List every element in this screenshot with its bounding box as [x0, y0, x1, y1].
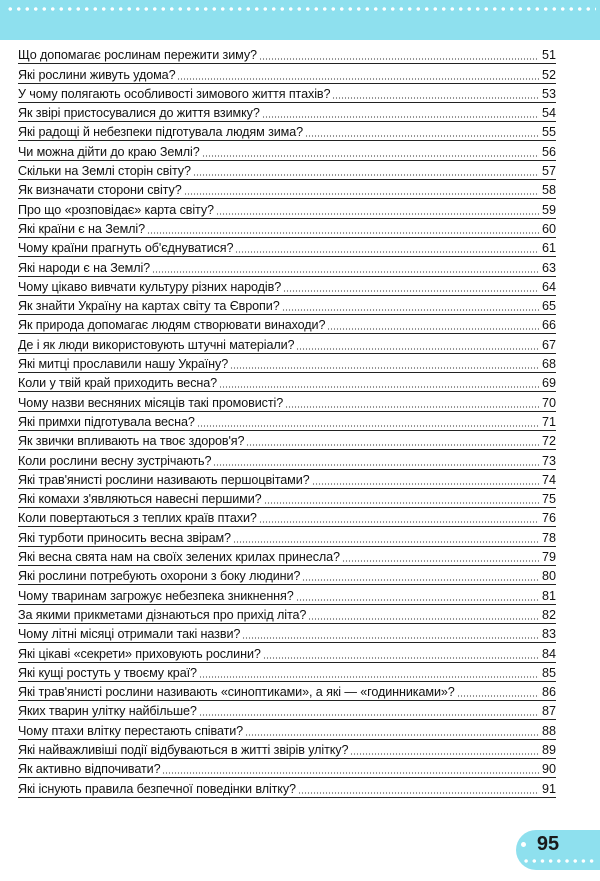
dotted-leader: [230, 367, 539, 369]
toc-entry[interactable]: [18, 180, 556, 199]
toc-entry-page: 71: [541, 414, 556, 429]
dotted-leader: [245, 734, 539, 736]
toc-entry-page: 58: [541, 183, 556, 198]
toc-entry-title: Як звірі пристосувалися до життя взимку?: [18, 106, 260, 121]
toc-entry-title: Які найважливіші події відбуваються в житті звірів улітку?: [18, 742, 349, 757]
toc-entry[interactable]: [18, 566, 556, 585]
toc-entry-title: Які країни є на Землі?: [18, 221, 146, 236]
toc-entry[interactable]: [18, 740, 556, 759]
toc-entry[interactable]: [18, 624, 556, 643]
toc-entry-title: Чи можна дійти до краю Землі?: [18, 144, 200, 159]
dotted-leader: [202, 155, 539, 157]
toc-entry[interactable]: [18, 605, 556, 624]
toc-entry[interactable]: [18, 64, 556, 83]
toc-entry-title: Які радощі й небезпеки підготувала людям зима?: [18, 125, 304, 140]
toc-entry[interactable]: [18, 238, 556, 257]
toc-entry[interactable]: [18, 701, 556, 720]
dotted-leader: [262, 116, 539, 118]
dotted-leader: [350, 753, 539, 755]
toc-entry-title: У чому полягають особливості зимового життя птахів?: [18, 86, 331, 101]
dotted-leader: [305, 135, 539, 137]
toc-entry[interactable]: [18, 315, 556, 334]
toc-entry-title: Які весна свята нам на своїх зелених крилах принесла?: [18, 550, 340, 565]
toc-entry[interactable]: [18, 508, 556, 527]
toc-entry[interactable]: [18, 450, 556, 469]
toc-entry-title: Скільки на Землі сторін світу?: [18, 164, 191, 179]
toc-entry-page: 90: [541, 762, 556, 777]
toc-entry[interactable]: [18, 199, 556, 218]
dotted-leader: [162, 772, 539, 774]
toc-entry-title: Чому птахи влітку перестають співати?: [18, 723, 244, 738]
toc-entry-page: 79: [541, 550, 556, 565]
toc-entry[interactable]: [18, 122, 556, 141]
toc-entry[interactable]: [18, 527, 556, 546]
toc-entry[interactable]: [18, 45, 556, 64]
dotted-leader: [457, 695, 539, 697]
dotted-leader: [308, 618, 539, 620]
toc-entry-page: 75: [541, 492, 556, 507]
toc-entry-title: Яких тварин улітку найбільше?: [18, 704, 197, 719]
dotted-leader: [327, 328, 539, 330]
dotted-leader: [264, 502, 539, 504]
toc-entry[interactable]: [18, 412, 556, 431]
dotted-leader: [285, 406, 539, 408]
toc-entry[interactable]: [18, 277, 556, 296]
toc-entry-title: Які кущі ростуть у твоєму краї?: [18, 665, 197, 680]
dotted-leader: [342, 560, 539, 562]
toc-entry-title: Чому країни прагнуть об'єднуватися?: [18, 241, 234, 256]
toc-entry-title: Коли рослини весну зустрічають?: [18, 453, 212, 468]
toc-entry-title: Які турботи приносить весна звірам?: [18, 530, 231, 545]
badge-dotted-border: [522, 858, 596, 864]
toc-entry[interactable]: [18, 585, 556, 604]
toc-entry-title: Які комахи з'являються навесні першими?: [18, 492, 262, 507]
dotted-leader: [259, 521, 539, 523]
badge-dot: [521, 842, 526, 847]
toc-entry-title: Де і як люди використовують штучні матеріали?: [18, 337, 295, 352]
toc-entry[interactable]: [18, 470, 556, 489]
toc-entry-page: 57: [541, 164, 556, 179]
toc-entry-title: Про що «розповідає» карта світу?: [18, 202, 214, 217]
toc-entry-page: 89: [541, 742, 556, 757]
toc-entry-page: 74: [541, 472, 556, 487]
toc-entry[interactable]: [18, 720, 556, 739]
toc-entry[interactable]: [18, 84, 556, 103]
toc-entry-page: 81: [541, 588, 556, 603]
toc-entry-page: 91: [541, 781, 556, 796]
toc-entry-page: 56: [541, 144, 556, 159]
dotted-leader: [177, 78, 539, 80]
dotted-leader: [235, 251, 539, 253]
toc-entry-title: Як визначати сторони світу?: [18, 183, 182, 198]
toc-entry[interactable]: [18, 759, 556, 778]
toc-entry-page: 55: [541, 125, 556, 140]
toc-entry-page: 73: [541, 453, 556, 468]
toc-entry-title: За якими прикметами дізнаються про прихід літа?: [18, 607, 307, 622]
toc-entry-title: Чому літні місяці отримали такі назви?: [18, 627, 241, 642]
toc-entry-page: 87: [541, 704, 556, 719]
dotted-leader: [296, 599, 539, 601]
page-number: 95: [536, 833, 560, 855]
toc-entry-title: Які цікаві «секрети» приховують рослини?: [18, 646, 261, 661]
toc-entry[interactable]: [18, 219, 556, 238]
dotted-leader: [283, 290, 539, 292]
toc-entry-page: 86: [541, 685, 556, 700]
toc-entry-page: 53: [541, 86, 556, 101]
dotted-leader: [296, 348, 539, 350]
toc-entry-title: Які народи є на Землі?: [18, 260, 151, 275]
toc-entry-page: 63: [541, 260, 556, 275]
toc-entry[interactable]: [18, 141, 556, 160]
toc-entry[interactable]: [18, 161, 556, 180]
toc-entry-page: 88: [541, 723, 556, 738]
toc-entry-page: 51: [541, 48, 556, 63]
toc-entry-page: 59: [541, 202, 556, 217]
dotted-leader: [298, 792, 539, 794]
toc-entry-page: 65: [541, 299, 556, 314]
toc-entry-page: 78: [541, 530, 556, 545]
toc-entry-page: 80: [541, 569, 556, 584]
toc-entry[interactable]: [18, 663, 556, 682]
toc-entry-title: Які рослини живуть удома?: [18, 67, 176, 82]
toc-entry-title: Які трав'янисті рослини називають «синоптиками», а які — «годинниками»?: [18, 685, 455, 700]
toc-entry-page: 68: [541, 357, 556, 372]
toc-entry-title: Коли у твій край приходить весна?: [18, 376, 218, 391]
dotted-leader: [242, 637, 539, 639]
toc-entry-page: 72: [541, 434, 556, 449]
toc-entry-title: Як звички впливають на твоє здоров'я?: [18, 434, 245, 449]
toc-entry-title: Які трав'янисті рослини називають першоцвітами?: [18, 472, 310, 487]
toc-entry[interactable]: [18, 334, 556, 353]
toc-entry-title: Як природа допомагає людям створювати винаходи?: [18, 318, 326, 333]
toc-entry-title: Які митці прославили нашу Україну?: [18, 357, 229, 372]
dotted-leader: [246, 444, 539, 446]
top-dotted-border: [6, 6, 596, 12]
dotted-leader: [259, 58, 539, 60]
toc-entry[interactable]: [18, 257, 556, 276]
toc-entry[interactable]: [18, 296, 556, 315]
toc-entry-page: 70: [541, 395, 556, 410]
toc-entry-title: Як активно відпочивати?: [18, 762, 161, 777]
toc-entry-title: Які існують правила безпечної поведінки влітку?: [18, 781, 296, 796]
dotted-leader: [193, 174, 539, 176]
toc-entry-title: Чому цікаво вивчати культуру різних народів?: [18, 279, 282, 294]
toc-entry-title: Чому назви весняних місяців такі промовисті?: [18, 395, 284, 410]
toc-entry-page: 60: [541, 221, 556, 236]
dotted-leader: [302, 579, 539, 581]
toc-entry-title: Що допомагає рослинам пережити зиму?: [18, 48, 257, 63]
toc-entry-title: Які примхи підготувала весна?: [18, 414, 195, 429]
toc-entry-page: 67: [541, 337, 556, 352]
table-of-contents: [18, 45, 556, 798]
toc-entry-page: 69: [541, 376, 556, 391]
dotted-leader: [199, 714, 539, 716]
dotted-leader: [312, 483, 539, 485]
toc-entry-page: 83: [541, 627, 556, 642]
toc-entry-title: Чому тваринам загрожує небезпека зникнення?: [18, 588, 294, 603]
dotted-leader: [332, 97, 539, 99]
toc-entry[interactable]: [18, 354, 556, 373]
toc-entry[interactable]: [18, 373, 556, 392]
toc-entry-page: 64: [541, 279, 556, 294]
dotted-leader: [282, 309, 539, 311]
dotted-leader: [184, 193, 539, 195]
toc-entry[interactable]: [18, 431, 556, 450]
toc-entry-page: 76: [541, 511, 556, 526]
toc-entry-page: 82: [541, 607, 556, 622]
dotted-leader: [152, 271, 539, 273]
dotted-leader: [199, 676, 539, 678]
dotted-leader: [233, 541, 539, 543]
dotted-leader: [197, 425, 539, 427]
toc-entry[interactable]: [18, 489, 556, 508]
dotted-leader: [216, 213, 539, 215]
toc-entry-page: 61: [541, 241, 556, 256]
dotted-leader: [213, 464, 539, 466]
dotted-leader: [263, 657, 539, 659]
toc-entry[interactable]: [18, 547, 556, 566]
toc-entry-title: Які рослини потребують охорони з боку людини?: [18, 569, 301, 584]
toc-entry-title: Коли повертаються з теплих країв птахи?: [18, 511, 257, 526]
toc-entry[interactable]: [18, 643, 556, 662]
toc-entry-page: 54: [541, 106, 556, 121]
toc-entry-title: Як знайти Україну на картах світу та Європи?: [18, 299, 280, 314]
toc-entry-page: 85: [541, 665, 556, 680]
dotted-leader: [219, 386, 539, 388]
toc-entry[interactable]: [18, 103, 556, 122]
toc-entry-page: 84: [541, 646, 556, 661]
toc-entry[interactable]: [18, 778, 556, 797]
toc-entry[interactable]: [18, 392, 556, 411]
toc-entry[interactable]: [18, 682, 556, 701]
dotted-leader: [147, 232, 539, 234]
toc-entry-page: 52: [541, 67, 556, 82]
toc-entry-page: 66: [541, 318, 556, 333]
